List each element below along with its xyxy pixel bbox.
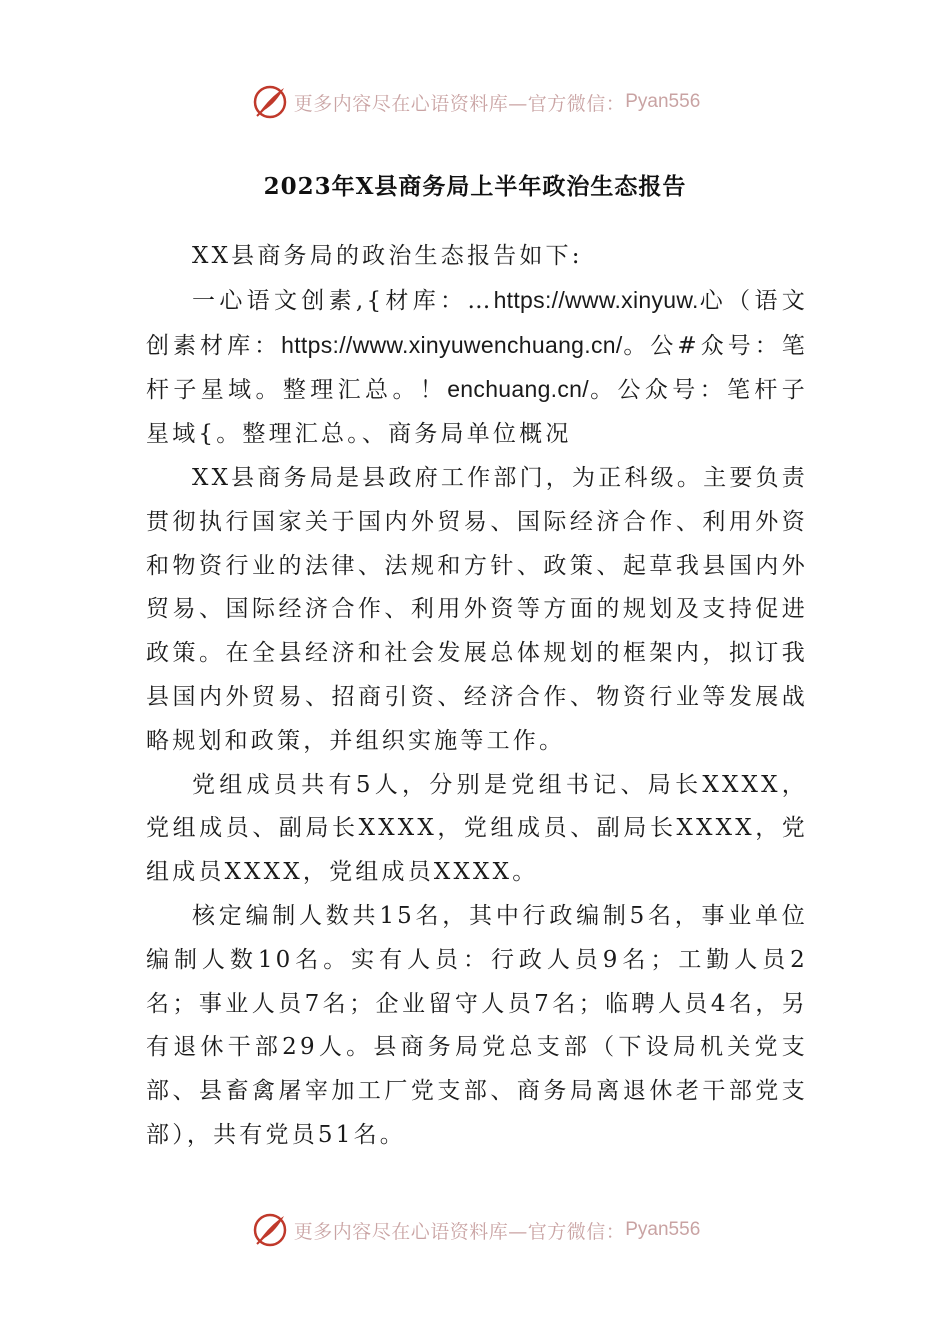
footer-banner-text: 更多内容尽在心语资料库—官方微信： (293, 1220, 626, 1243)
source-note-text-b: 心（语文创素材库： (146, 287, 808, 359)
source-note-text-a: 一心语文创素,{材库：… (192, 287, 494, 314)
paragraph-party-members: 党组成员共有5人，分别是党组书记、局长XXXX，党组成员、副局长XXXX，党组成员、副局长XXXX，党组成员XXXX，党组成员XXXX。 (146, 771, 808, 886)
paragraph-intro: XX县商务局的政治生态报告如下: (192, 243, 583, 269)
document-body (146, 235, 808, 1158)
source-url-3: enchuang.cn/ (447, 376, 589, 403)
source-url-1: https://www.xinyuw. (493, 286, 699, 313)
quill-logo-icon (250, 1210, 290, 1250)
source-url-2: https://www.xinyuwenchuang.cn/ (281, 331, 623, 358)
header-banner-text: 更多内容尽在心语资料库—官方微信： (293, 92, 626, 115)
header-banner (0, 80, 950, 124)
source-note-text-d: 。公众号：笔杆子星域{。整理汇总。、商务局单位概况 (146, 377, 808, 448)
header-banner-wechat: Pyan556 (625, 91, 701, 112)
paragraph-source-note (146, 279, 808, 457)
footer-banner-wechat: Pyan556 (625, 1219, 701, 1240)
footer-banner (0, 1208, 950, 1252)
paragraph-staffing: 核定编制人数共15名，其中行政编制5名，事业单位编制人数10名。实有人员：行政人员9名；工勤人员2名；事业人员7名；企业留守人员7名；临聘人员4名，另有退休干部29人。县商务局党总支部（下设局机关党支部、县畜禽屠宰加工厂党支部、商务局离退休老干部党支部），共有党员51名。 (146, 902, 808, 1148)
quill-logo-icon (250, 82, 290, 122)
paragraph-overview: XX县商务局是县政府工作部门，为正科级。主要负责贯彻执行国家关于国内外贸易、国际经济合作、利用外资和物资行业的法律、法规和方针、政策、起草我县国内外贸易、国际经济合作、利用外资等方面的规划及支持促进政策。在全县经济和社会发展总体规划的框架内，拟订我县国内外贸易、招商引资、经济合作、物资行业等发展战略规划和政策，并组织实施等工作。 (146, 464, 808, 754)
source-note-text-c: 。公#众号：笔杆子星域。整理汇总。！ (146, 332, 809, 404)
document-title: 2023年X县商务局上半年政治生态报告 (263, 173, 687, 200)
